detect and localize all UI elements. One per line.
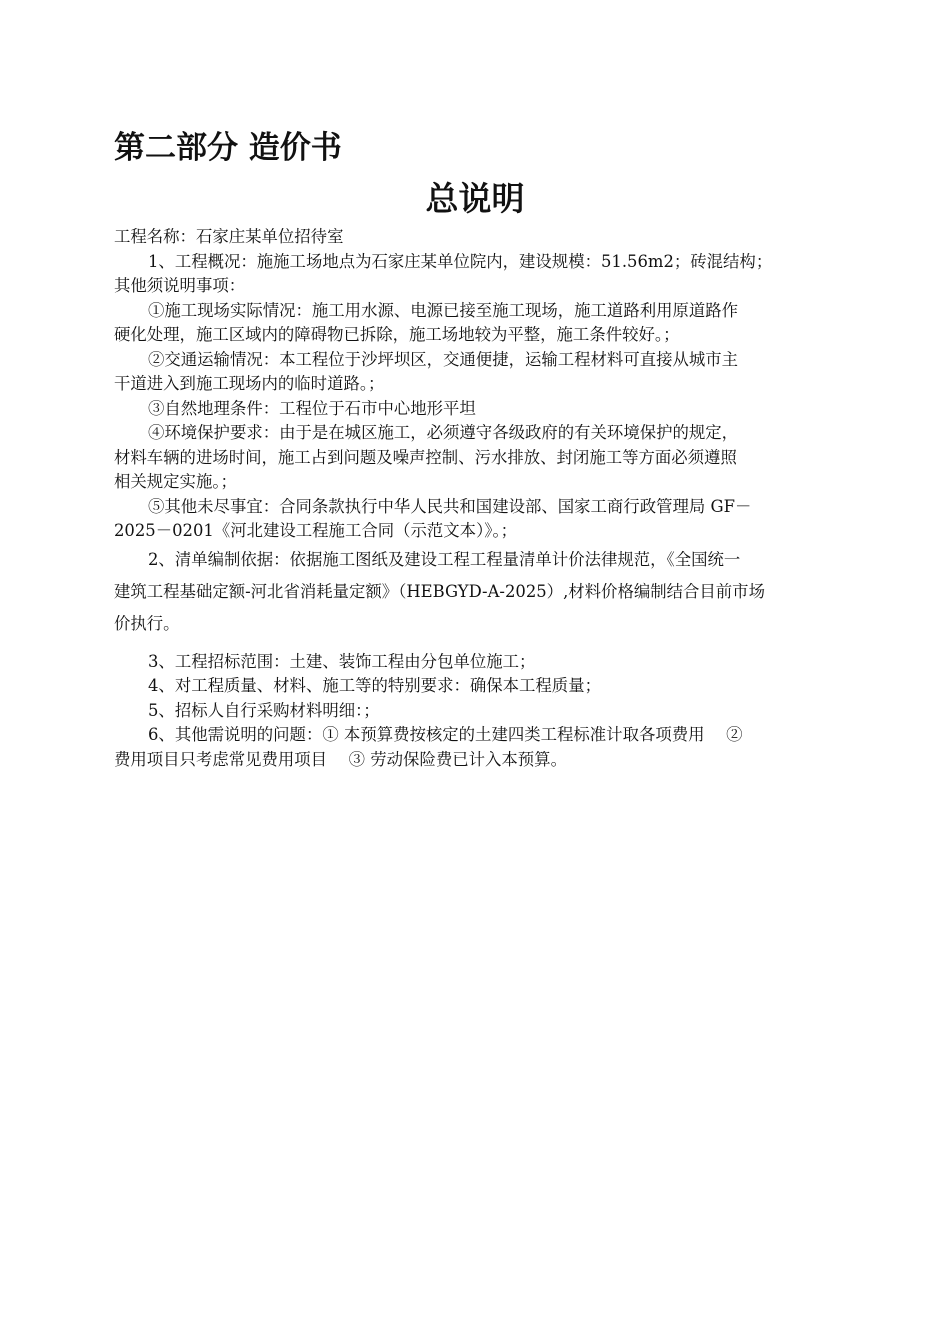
section-1-line: 其他须说明事项： xyxy=(114,276,246,295)
section-5-line: 5、招标人自行采购材料明细：； xyxy=(148,700,380,720)
item-1-line: 硬化处理，施工区域内的障碍物已拆除，施工场地较为平整，施工条件较好。； xyxy=(114,325,680,344)
document-body xyxy=(114,225,864,772)
item-4-line: 材料车辆的进场时间，施工占到问题及噪声控制、污水排放、封闭施工等方面必须遵照 xyxy=(114,447,737,467)
section-6-line: 6、其他需说明的问题：① 本预算费按核定的土建四类工程标准计取各项费用 ② xyxy=(148,725,743,744)
item-3-line: ③自然地理条件：工程位于石市中心地形平坦 xyxy=(148,398,476,418)
project-name: 工程名称：石家庄某单位招待室 xyxy=(114,227,344,246)
item-1-line: ①施工现场实际情况：施工用水源、电源已接至施工现场，施工道路利用原道路作 xyxy=(148,300,739,320)
item-4-line: 相关规定实施。； xyxy=(114,472,237,491)
spacer xyxy=(114,640,864,650)
section-4-line: 4、对工程质量、材料、施工等的特别要求：确保本工程质量； xyxy=(148,676,601,695)
section-2-line: 2、清单编制依据：依据施工图纸及建设工程工程量清单计价法律规范，《全国统一 xyxy=(148,549,741,569)
part-title: 第二部分 造价书 xyxy=(114,130,342,166)
section-2-line: 价执行。 xyxy=(114,613,180,633)
item-4-line: ④环境保护要求：由于是在城区施工，必须遵守各级政府的有关环境保护的规定， xyxy=(148,423,739,442)
item-5-line: 2025－0201《河北建设工程施工合同（示范文本）》。； xyxy=(114,521,518,540)
main-title: 总说明 xyxy=(425,179,525,218)
item-2-line: ②交通运输情况：本工程位于沙坪坝区，交通便捷，运输工程材料可直接从城市主 xyxy=(148,349,739,369)
section-3-line: 3、工程招标范围：土建、装饰工程由分包单位施工； xyxy=(148,651,536,671)
section-6-line: 费用项目只考虑常见费用项目 ③ 劳动保险费已计入本预算。 xyxy=(114,749,567,769)
item-5-line: ⑤其他未尽事宜：合同条款执行中华人民共和国建设部、国家工商行政管理局 GF－ xyxy=(148,496,752,516)
item-2-line: 干道进入到施工现场内的临时道路。； xyxy=(114,374,385,393)
section-2-line: 建筑工程基础定额-河北省消耗量定额》（HEBGYD-A-2025）,材料价格编制结合目前市场 xyxy=(114,581,765,601)
section-1-line: 1、工程概况：施施工场地点为石家庄某单位院内，建设规模：51.56m2；砖混结构； xyxy=(148,251,773,271)
